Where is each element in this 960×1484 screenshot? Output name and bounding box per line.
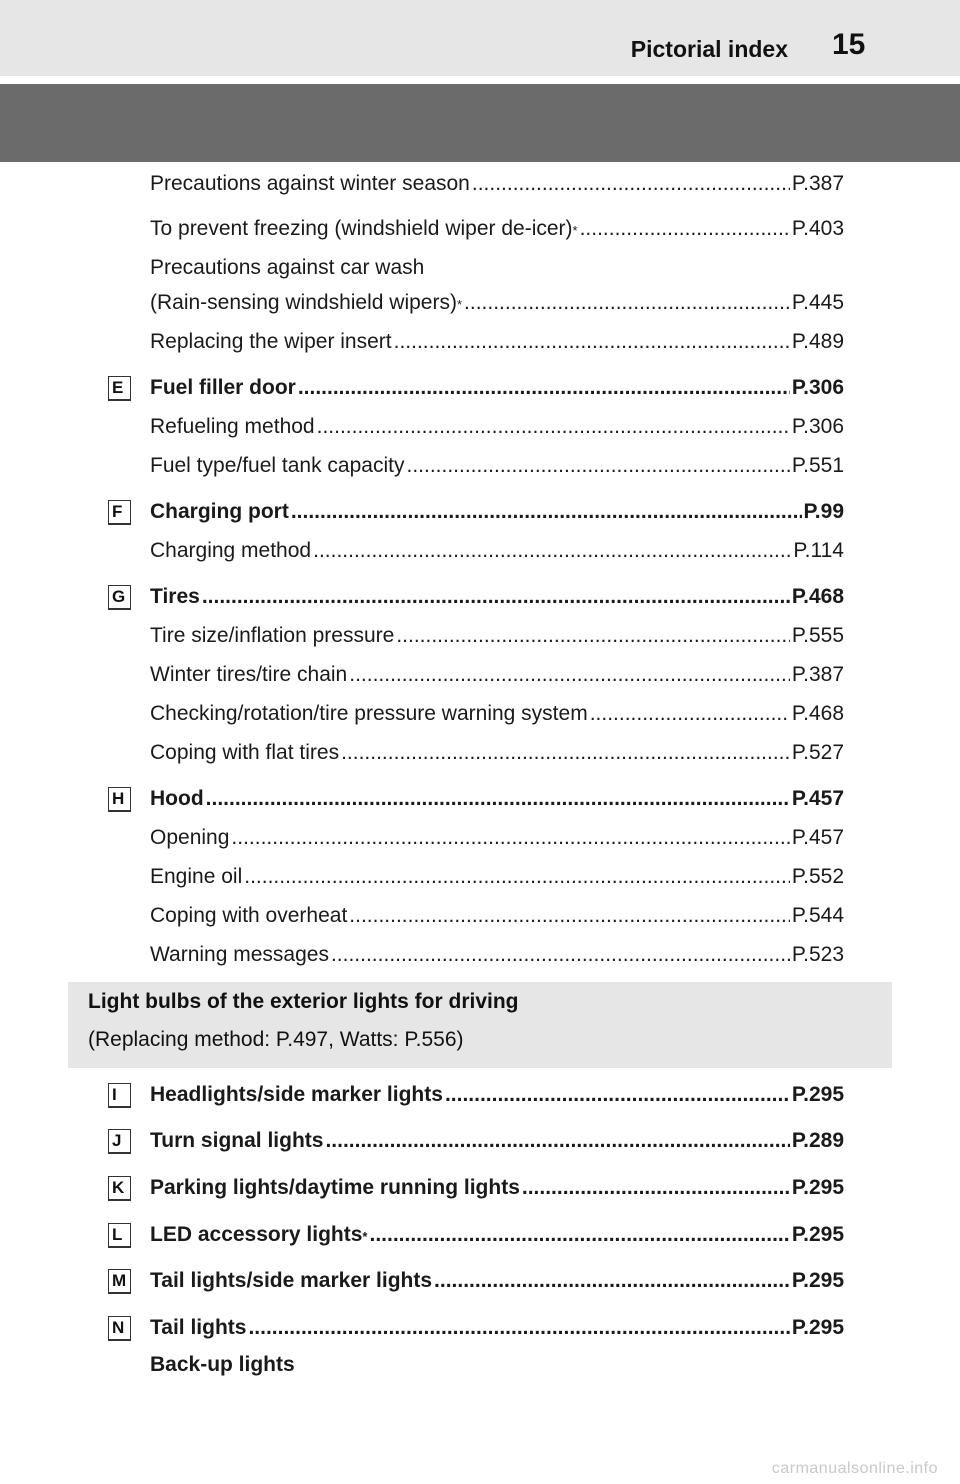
page-reference[interactable]: P.551 [791,454,844,477]
entry-label: Charging port [150,500,289,523]
dot-leader [349,903,790,929]
watermark: carmanualsonline.info [771,1460,938,1477]
index-entry[interactable] [150,942,844,968]
index-entry[interactable] [150,662,844,688]
section-marker-n: N [108,1316,131,1341]
dot-leader [394,329,790,355]
dot-leader [349,662,790,688]
dot-leader [202,584,790,610]
section-marker-e: E [108,376,131,401]
entry-label: Headlights/side marker lights [150,1083,443,1106]
entry-label: LED accessory lights [150,1223,363,1246]
index-entry[interactable] [150,1082,844,1108]
page-reference[interactable]: P.544 [791,904,844,927]
dot-leader [206,786,790,812]
page-reference[interactable]: P.489 [791,330,844,353]
entry-label: Hood [150,787,204,810]
page-reference[interactable]: P.445 [791,291,844,314]
entry-label: Coping with flat tires [150,741,340,764]
dot-leader [445,1082,790,1108]
page-reference[interactable]: P.552 [791,865,844,888]
section-marker-f: F [108,500,131,525]
entry-label: Refueling method [150,415,315,438]
page-reference[interactable]: P.295 [791,1223,844,1246]
page-reference[interactable]: P.387 [791,663,844,686]
dot-leader [464,290,790,316]
page-reference[interactable]: P.306 [791,376,844,399]
note-subtitle: (Replacing method: P.497, Watts: P.556) [88,1028,464,1051]
entry-heading-line: Back-up lights [150,1353,295,1376]
entry-label: Fuel filler door [150,376,296,399]
index-entry[interactable]: LED accessory lights * ..... P.295 [150,1222,844,1248]
index-entry[interactable] [150,171,844,197]
index-entry[interactable] [150,1128,844,1154]
entry-label: Fuel type/fuel tank capacity [150,454,405,477]
section-marker-k: K [108,1176,131,1201]
index-entry[interactable]: (Rain-sensing windshield wipers) * ..... P.445 [150,290,844,316]
dot-leader [317,414,790,440]
entry-label: Coping with overheat [150,904,348,927]
dot-leader [590,701,790,727]
page-reference[interactable]: P.523 [791,943,844,966]
entry-label: Charging method [150,539,312,562]
entry-label: Precautions against winter season [150,172,470,195]
index-entry[interactable] [150,414,844,440]
section-title: Pictorial index [630,36,788,62]
dot-leader [472,171,790,197]
entry-label: To prevent freezing (windshield wiper de-icer) [150,217,573,240]
page-reference[interactable]: P.295 [791,1083,844,1106]
entry-label: Tail lights [150,1316,247,1339]
entry-label: Turn signal lights [150,1129,324,1152]
dot-leader [396,623,790,649]
dot-leader [341,740,790,766]
index-entry[interactable] [150,499,844,525]
entry-label: Tires [150,585,200,608]
page-reference[interactable]: P.527 [791,741,844,764]
dot-leader [522,1175,790,1201]
section-marker-m: M [108,1269,131,1294]
index-entry[interactable] [150,538,844,564]
index-entry[interactable] [150,825,844,851]
index-entry[interactable]: To prevent freezing (windshield wiper de-icer) * ..... P.403 [150,216,844,242]
index-entry[interactable] [150,329,844,355]
index-entry[interactable] [150,623,844,649]
page-reference[interactable]: P.468 [791,585,844,608]
section-marker-g: G [108,585,131,610]
index-entry[interactable] [150,375,844,401]
entry-label: Checking/rotation/tire pressure warning system [150,702,588,725]
section-marker-l: L [108,1223,131,1248]
page-reference[interactable]: P.306 [791,415,844,438]
entry-label: Replacing the wiper insert [150,330,392,353]
entry-label: Tire size/inflation pressure [150,624,395,647]
dot-leader [434,1268,790,1294]
section-marker-i: I [108,1083,131,1108]
dot-leader [325,1128,789,1154]
dot-leader [580,216,790,242]
page-reference[interactable]: P.295 [791,1176,844,1199]
page-reference[interactable]: P.457 [791,787,844,810]
dot-leader [331,942,790,968]
page-number: 15 [832,28,866,61]
dot-leader [298,375,790,401]
entry-label: Parking lights/daytime running lights [150,1176,520,1199]
index-entry[interactable] [150,903,844,929]
page-reference[interactable]: P.295 [791,1269,844,1292]
page-reference[interactable]: P.457 [791,826,844,849]
page-reference[interactable]: P.468 [791,702,844,725]
index-entry[interactable] [150,740,844,766]
index-entry[interactable] [150,864,844,890]
entry-label: Opening [150,826,230,849]
header-divider-band [0,84,960,162]
entry-label: (Rain-sensing windshield wipers) [150,291,457,314]
page-reference[interactable]: P.387 [791,172,844,195]
index-entry[interactable] [150,701,844,727]
dot-leader [244,864,790,890]
index-entry[interactable] [150,1315,844,1341]
entry-heading-line: Precautions against car wash [150,256,425,279]
header-bar [0,0,960,76]
entry-label: Winter tires/tire chain [150,663,348,686]
dot-leader [406,453,789,479]
dot-leader [369,1222,789,1248]
page-reference[interactable]: P.555 [791,624,844,647]
index-entry[interactable] [150,786,844,812]
section-marker-j: J [108,1129,131,1154]
dot-leader [248,1315,789,1341]
page-reference[interactable]: P.114 [793,539,844,562]
index-entry[interactable] [150,584,844,610]
section-marker-h: H [108,787,131,812]
index-entry[interactable] [150,1268,844,1294]
page-reference[interactable]: P.99 [803,500,844,523]
note-title: Light bulbs of the exterior lights for driving [88,990,519,1013]
entry-label: Engine oil [150,865,243,888]
entry-label: Warning messages [150,943,329,966]
entry-label: Tail lights/side marker lights [150,1269,433,1292]
dot-leader [313,538,791,564]
page-reference[interactable]: P.403 [791,217,844,240]
dot-leader [291,499,802,525]
page-reference[interactable]: P.295 [791,1316,844,1339]
dot-leader [231,825,789,851]
index-entry[interactable] [150,1175,844,1201]
page-reference[interactable]: P.289 [791,1129,844,1152]
note-box [68,982,892,1068]
index-entry[interactable] [150,453,844,479]
